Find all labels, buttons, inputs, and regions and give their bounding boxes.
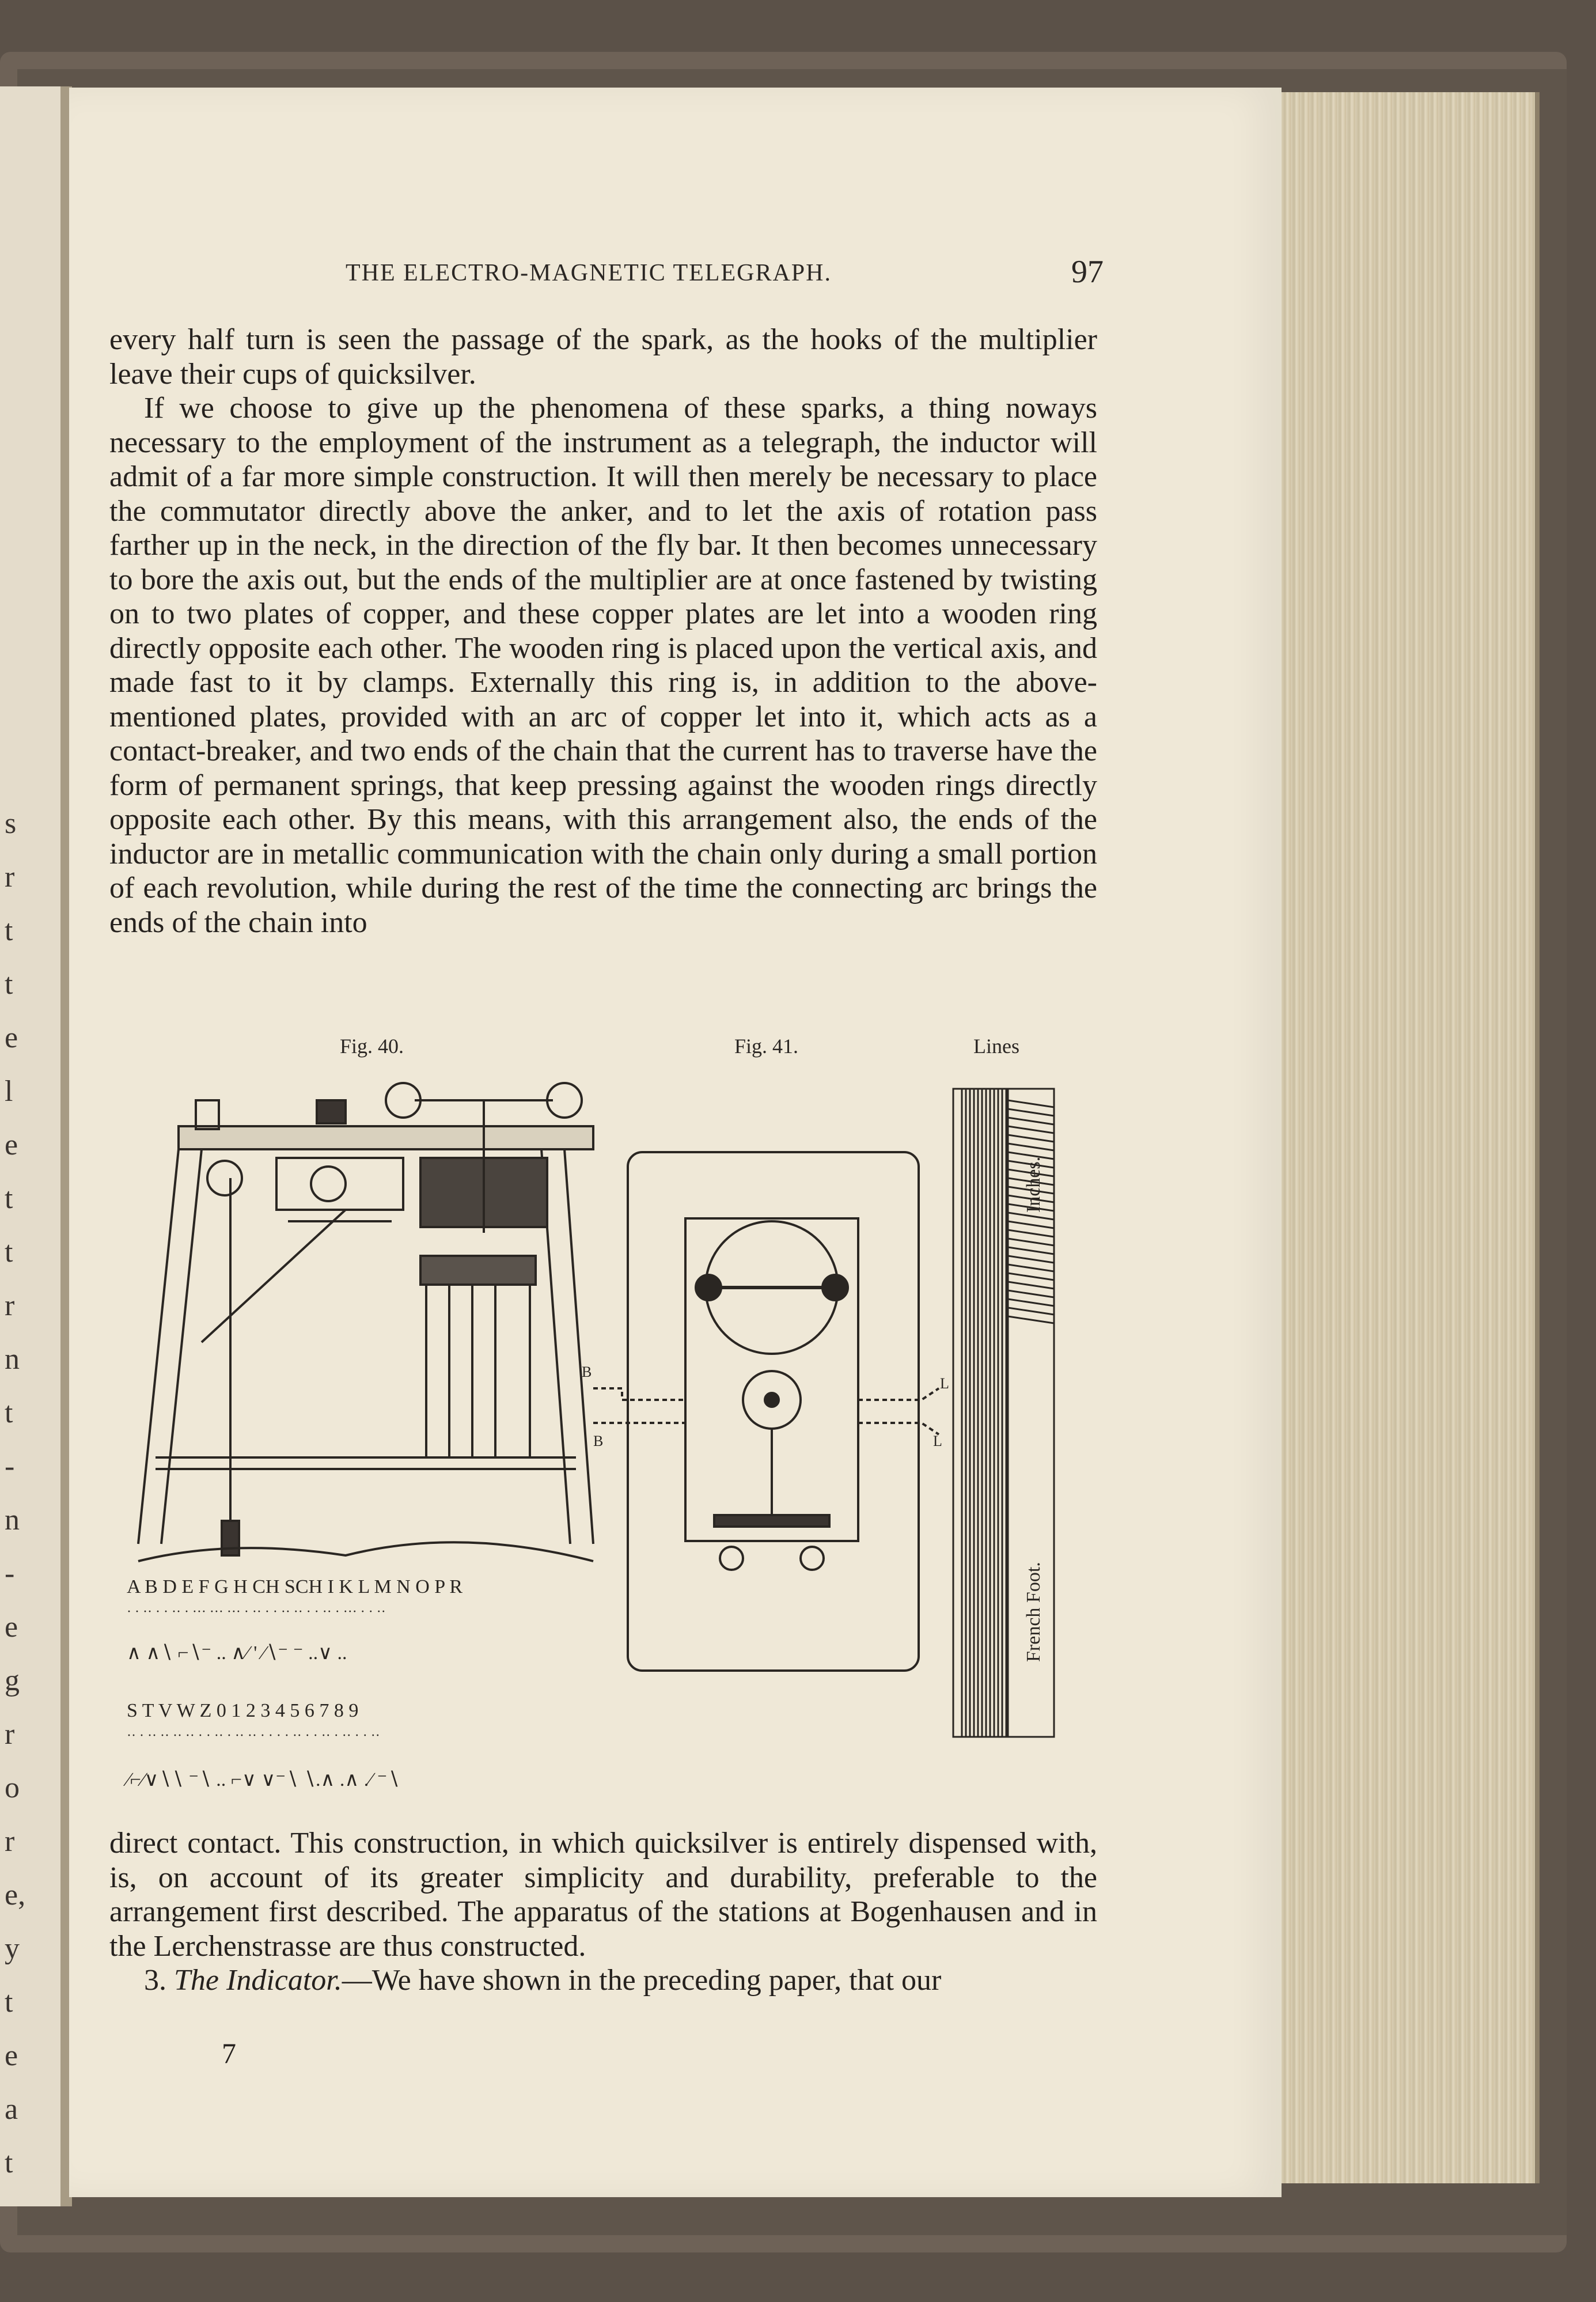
page-edges [1282,92,1540,2183]
figure-illustration [115,1066,1106,1826]
left-page-fragment: e [5,1021,18,1054]
left-page-fragment: s [5,807,17,840]
left-page-fragment: e [5,1611,18,1644]
fig40-apparatus [138,1083,593,1561]
left-page-fragment: e [5,2039,18,2072]
alphabet-row-2: S T V W Z 0 1 2 3 4 5 6 7 8 9 [127,1700,359,1721]
body-text-bottom [109,1826,1097,1998]
l-label-lower: L [933,1433,942,1449]
paragraph: every half turn is seen the passage of the spark, as the hooks of the multiplier leave their cups of quicksilver. [109,323,1097,391]
fig41-label: Fig. 41. [734,1035,799,1058]
paragraph: direct contact. This construction, in which quicksilver is entirely dispensed with, is, on account of its greater simplicity and durability, preferable to the arrangement first described. The apparatus of the stations at Bogenhausen and in the Lerchenstrasse are thus constructed. [109,1827,1097,1963]
indicator-title: The Indicator. [174,1964,342,1997]
b-label-lower: B [593,1433,604,1449]
left-page-fragment: r [5,861,15,893]
left-page-fragment: a [5,2093,18,2126]
left-page-fragment: - [5,1450,15,1483]
left-page-fragment: t [5,1236,13,1269]
running-title: THE ELECTRO-MAGNETIC TELEGRAPH. [346,260,832,286]
left-page-fragment: e, [5,1879,26,1911]
left-page-fragment: t [5,1986,13,2019]
left-page-fragment: n [5,1343,20,1376]
paragraph: If we choose to give up the phenomena of these sparks, a thing noways necessary to the employment of the instrument as a telegraph, the inductor will admit of a far more simple construction. It will then merely be necessary to place the commutator directly above the anker, and to let the axis of rotation pass farther up in the neck, in the direction of the fly bar. It then becomes unnecessary to bore the axis out, but the ends of the multiplier are at once fastened by twisting on to two plates of copper, and these copper plates are let into a wooden ring directly opposite each other. The wooden ring is placed upon the vertical axis, and made fast to it by clamps. Externally this ring is, in addition to the above-mentioned plates, provided with an arc of copper let into it, which acts as a contact-breaker, and two ends of the chain that the current has to traverse have the form of permanent springs, that keep pressing against the wooden rings directly opposite each other. By this means, with this arrangement also, the ends of the inductor are in metallic communication with the chain only during a small portion of each revolution, while during the rest of the time the connecting arc brings the ends of the chain into [109,392,1097,939]
left-page-fragment: t [5,1396,13,1429]
dots-row-2: ·· · ·· ·· ·· ·· · · ·· · ·· ·· · · · · ·· · · ·· · ·· · · ·· [127,1728,380,1743]
signature-mark: 7 [222,2037,236,2069]
left-page-fragment: y [5,1932,20,1965]
body-text-top [109,323,1097,940]
indicator-number: 3. [144,1964,166,1997]
left-page [0,86,64,2206]
page-number: 97 [1071,254,1104,290]
inches-label: Inches. [1023,1156,1044,1213]
lines-label: Lines [973,1035,1019,1058]
alphabet-row-1: A B D E F G H CH SCH I K L M N O P R [127,1576,463,1597]
b-label-upper: B [582,1364,592,1380]
left-page-fragment: e [5,1129,18,1161]
left-page-fragment: t [5,2146,13,2179]
dots-row-1: · · ·· · · ·· · ··· ··· ··· · ·· · · ·· ·· · · ·· · ··· · · ·· [127,1604,386,1619]
left-page-fragment: l [5,1075,13,1108]
left-page-fragment: t [5,1182,13,1215]
fig41-board [593,1152,939,1671]
left-page-fragment: t [5,914,13,947]
left-page-fragment: n [5,1504,20,1536]
french-foot-label: French Foot. [1023,1562,1044,1662]
symbols-row-2: ∕⌐∕∨∖∖ ⁻∖ .. ⌐∨ ∨⁻∖ ∖.∧ .∧ .∕ ⁻∖ [127,1769,400,1790]
left-page-fragment: o [5,1771,20,1804]
paragraph-indicator [109,1963,1097,1998]
left-page-fragment: r [5,1718,15,1751]
left-page-fragment: - [5,1557,15,1590]
left-page-fragment: r [5,1825,15,1858]
l-label-upper: L [940,1375,949,1392]
left-page-fragment: r [5,1289,15,1322]
left-page-fragment: t [5,968,13,1001]
indicator-text: —We have shown in the preceding paper, that our [342,1964,942,1997]
left-page-fragment: g [5,1664,20,1697]
symbols-row-1: ∧ ∧∖ ⌐∖⁻ .. ∧∕ ' ∕∖⁻ ⁻ ..∨ .. [127,1642,347,1664]
fig40-label: Fig. 40. [340,1035,404,1058]
